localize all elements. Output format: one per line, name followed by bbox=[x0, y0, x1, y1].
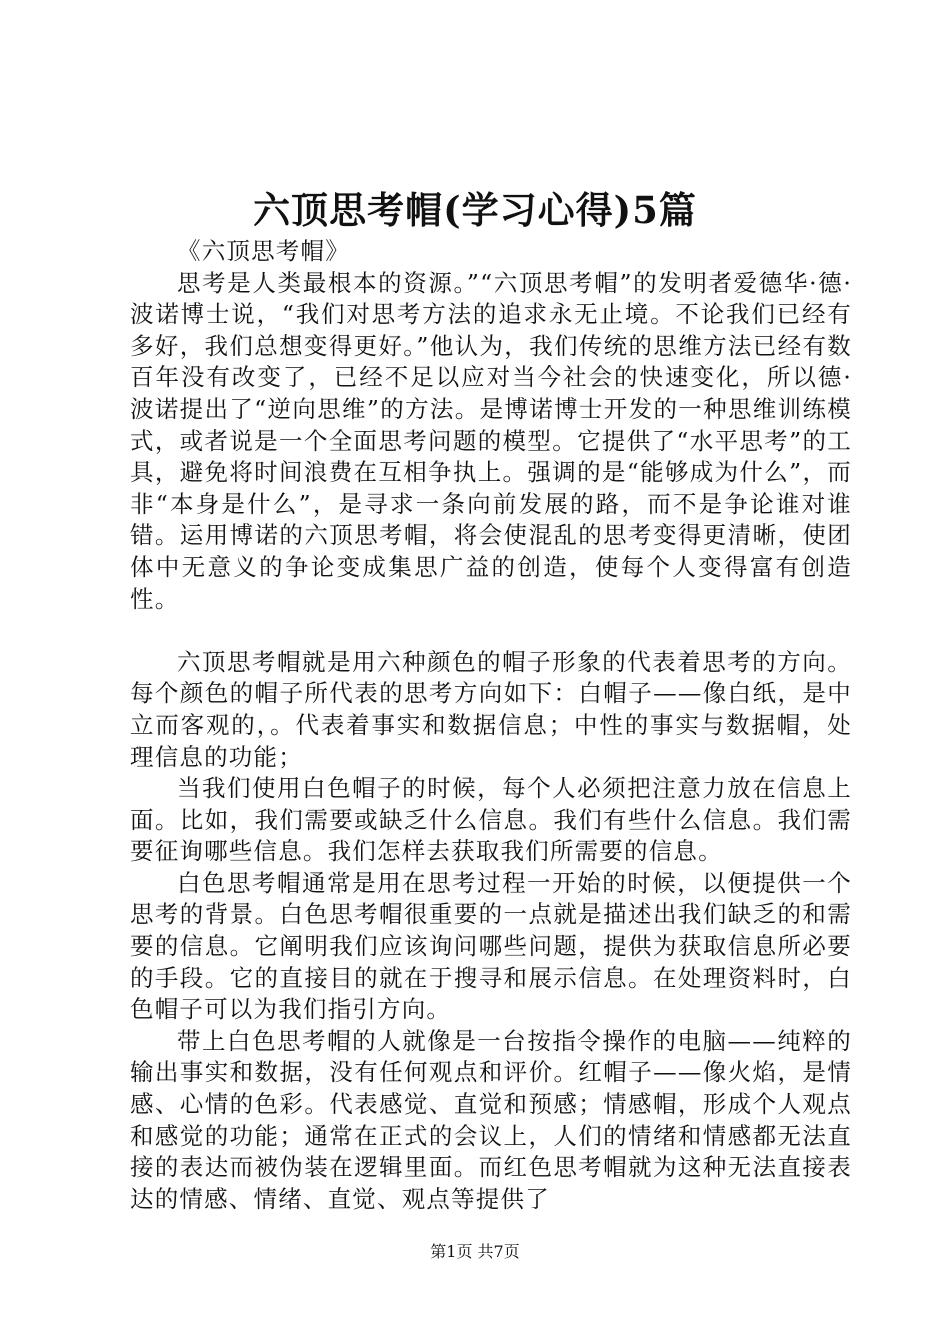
document-title: 六顶思考帽(学习心得)5篇 bbox=[253, 188, 697, 232]
paragraph: 带上白色思考帽的人就像是一台按指令操作的电脑——纯粹的输出事实和数据，没有任何观点和评价。红帽子——像火焰，是情感、心情的色彩。代表感觉、直觉和预感；情感帽，形成个人观点和感觉的功能；通常在正式的会议上，人们的情绪和情感都无法直接的表达而被伪装在逻辑里面。而红色思考帽就为这种无法直接表达的情感、情绪、直觉、观点等提供了 bbox=[130, 1026, 852, 1213]
paragraph: 六顶思考帽就是用六种颜色的帽子形象的代表着思考的方向。每个颜色的帽子所代表的思考方向如下：白帽子——像白纸，是中立而客观的，。代表着事实和数据信息；中性的事实与数据帽，处理信息的功能； bbox=[130, 647, 852, 771]
paragraph: 思考是人类最根本的资源。”“六顶思考帽”的发明者爱德华·德·波诺博士说，“我们对思考方法的追求永无止境。不论我们已经有多好，我们总想变得更好。”他认为，我们传统的思维方法已经有数百年没有改变了，已经不足以应对当今社会的快速变化，所以德·波诺提出了“逆向思维”的方法。是博诺博士开发的一种思维训练模式，或者说是一个全面思考问题的模型。它提供了“水平思考”的工具，避免将时间浪费在互相争执上。强调的是“能够成为什么”，而非“本身是什么”，是寻求一条向前发展的路，而不是争论谁对谁错。运用博诺的六顶思考帽，将会使混乱的思考变得更清晰，使团体中无意义的争论变成集思广益的创造，使每个人变得富有创造性。 bbox=[130, 268, 852, 613]
paragraph: 白色思考帽通常是用在思考过程一开始的时候，以便提供一个思考的背景。白色思考帽很重要的一点就是描述出我们缺乏的和需要的信息。它阐明我们应该询问哪些问题，提供为获取信息所必要的手段。它的直接目的就在于搜寻和展示信息。在处理资料时，白色帽子可以为我们指引方向。 bbox=[130, 868, 852, 1024]
paragraph-gap bbox=[130, 615, 852, 647]
paragraph: 《六顶思考帽》 bbox=[177, 237, 350, 265]
paragraph: 当我们使用白色帽子的时候，每个人必须把注意力放在信息上面。比如，我们需要或缺乏什么信息。我们有些什么信息。我们需要征询哪些信息。我们怎样去获取我们所需要的信息。 bbox=[130, 774, 852, 866]
page-footer: 第1页 共7页 bbox=[430, 1242, 520, 1261]
document-body bbox=[130, 236, 852, 1215]
